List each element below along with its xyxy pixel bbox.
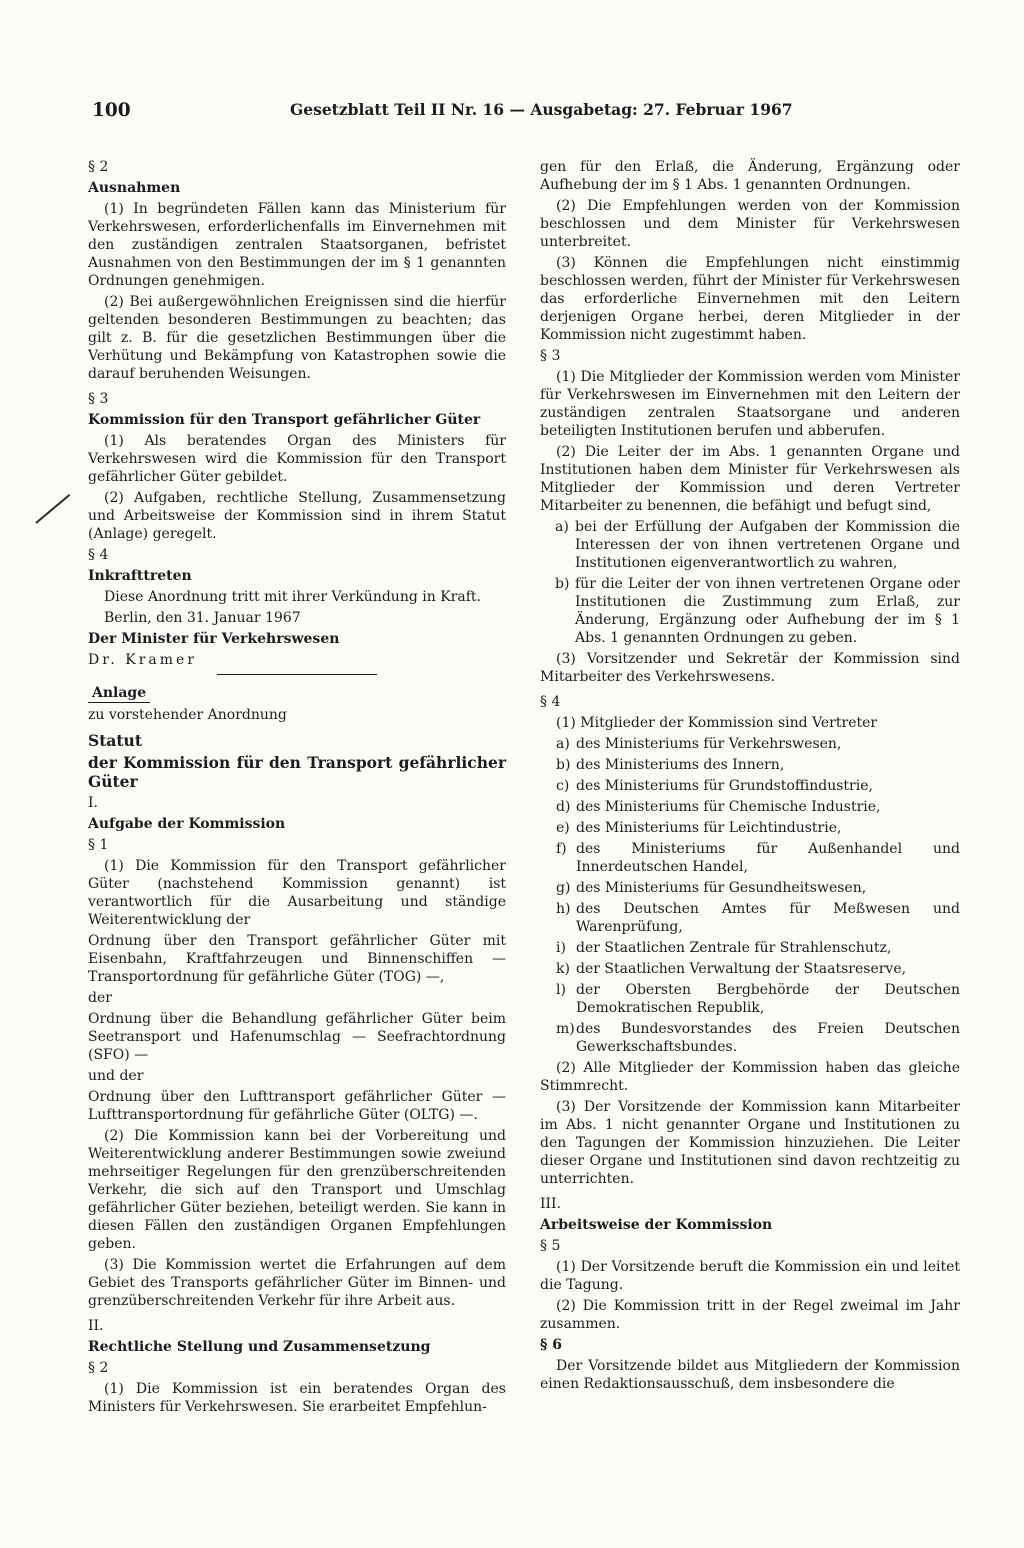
left-column <box>88 158 506 1419</box>
paragraph: (1) Die Kommission ist ein beratendes Organ des Ministers für Verkehrswesen. Sie erarbeitet Empfehlun- <box>88 1381 506 1415</box>
regulation-block: Ordnung über den Transport gefährlicher Güter mit Eisenbahn, Kraftfahrzeugen und Binnenschiffen — Transportordnung für gefährliche Güter (TOG) —, <box>88 933 506 985</box>
section-number: § 3 <box>540 348 561 364</box>
list-item <box>540 1020 960 1056</box>
page-header <box>92 100 793 124</box>
list-label: b) <box>555 576 570 592</box>
section-title: Inkrafttreten <box>88 568 192 584</box>
paragraph: Der Vorsitzende bildet aus Mitgliedern der Kommission einen Redaktionsausschuß, dem insbesondere die <box>540 1358 960 1392</box>
paragraph: Diese Anordnung tritt mit ihrer Verkündung in Kraft. <box>104 589 481 605</box>
paragraph: (2) Die Kommission tritt in der Regel zweimal im Jahr zusammen. <box>540 1298 960 1332</box>
list-text: der Obersten Bergbehörde der Deutschen Demokratischen Republik, <box>576 982 960 1016</box>
paragraph: (2) Die Kommission kann bei der Vorbereitung und Weiterentwicklung anderer Bestimmungen sowie zweiund mehrseitiger Regelungen für den grenzüberschreitenden Verkehr, die sich auf den Transport und Umschlag gefährlicher Güter beziehen, beteiligt werden. Sie kann in diesen Fällen den zuständigen Organen Empfehlungen geben. <box>88 1128 506 1252</box>
section-number: § 5 <box>540 1238 561 1254</box>
section-number: § 4 <box>540 694 561 710</box>
list-item <box>540 756 960 774</box>
connector-text: und der <box>88 1068 144 1084</box>
regulation-block: Ordnung über die Behandlung gefährlicher Güter beim Seetransport und Hafenumschlag — Seefrachtordnung (SFO) — <box>88 1011 506 1063</box>
header-title: Gesetzblatt Teil II Nr. 16 — Ausgabetag: 27. Februar 1967 <box>290 100 793 119</box>
margin-mark <box>35 494 70 524</box>
paragraph: (1) Der Vorsitzende beruft die Kommission ein und leitet die Tagung. <box>540 1259 960 1293</box>
section-number: § 2 <box>88 159 109 175</box>
paragraph: (1) Die Kommission für den Transport gefährlicher Güter (nachstehend Kommission genannt) ist verantwortlich für die Ausarbeitung und ständige Weiterentwicklung der <box>88 858 506 928</box>
paragraph: (2) Alle Mitglieder der Kommission haben das gleiche Stimmrecht. <box>540 1060 960 1094</box>
list-text: des Ministeriums für Außenhandel und Innerdeutschen Handel, <box>576 841 960 875</box>
list-text: der Staatlichen Zentrale für Strahlenschutz, <box>576 940 892 956</box>
section-number: § 4 <box>88 547 109 563</box>
list-label: e) <box>556 820 570 836</box>
anlage-heading: Anlage <box>88 684 150 703</box>
list-text: des Ministeriums für Leichtindustrie, <box>576 820 842 836</box>
list-label: c) <box>556 778 570 794</box>
regulation-block: Ordnung über den Lufttransport gefährlicher Güter — Lufttransportordnung für gefährliche Güter (OLTG) —. <box>88 1089 506 1123</box>
paragraph: (2) Bei außergewöhnlichen Ereignissen sind die hierfür geltenden besonderen Bestimmungen zu beachten; das gilt z. B. für die gesetzlichen Bestimmungen über die Verhütung und Bekämpfung von Katastrophen sowie die darauf beruhenden Weisungen. <box>88 294 506 382</box>
list-label: i) <box>556 940 566 956</box>
list-item <box>540 735 960 753</box>
part-number: II. <box>88 1318 104 1334</box>
list-text: des Ministeriums für Verkehrswesen, <box>576 736 842 752</box>
paragraph: (3) Die Kommission wertet die Erfahrungen auf dem Gebiet des Transports gefährlicher Güter im Binnen- und grenzüberschreitenden Verkehr für ihre Arbeit aus. <box>88 1257 506 1309</box>
member-list <box>540 735 960 1056</box>
list-label: b) <box>556 757 571 773</box>
list-text: des Ministeriums für Grundstoffindustrie, <box>576 778 873 794</box>
list-text: des Ministeriums für Gesundheitswesen, <box>576 880 867 896</box>
list-label: a) <box>556 736 570 752</box>
paragraph: gen für den Erlaß, die Änderung, Ergänzung oder Aufhebung der im § 1 Abs. 1 genannten Ordnungen. <box>540 159 960 193</box>
statute-title: der Kommission für den Transport gefährlicher Güter <box>88 753 506 791</box>
paragraph: (3) Können die Empfehlungen nicht einstimmig beschlossen werden, führt der Minister für Verkehrswesen das erforderliche Einvernehmen mit den Leitern derjenigen Organe herbei, deren Mitglieder in der Kommission nicht zugestimmt haben. <box>540 255 960 343</box>
list-text: der Staatlichen Verwaltung der Staatsreserve, <box>576 961 907 977</box>
list-text: des Ministeriums für Chemische Industrie, <box>576 799 881 815</box>
part-number: III. <box>540 1196 562 1212</box>
list-item <box>540 879 960 897</box>
list-label: d) <box>556 799 571 815</box>
list-label: h) <box>556 901 571 917</box>
part-title: Arbeitsweise der Kommission <box>540 1217 773 1233</box>
list-item <box>540 900 960 936</box>
section-title: Ausnahmen <box>88 180 181 196</box>
section-number: § 6 <box>540 1337 562 1353</box>
connector-text: der <box>88 990 112 1006</box>
paragraph: (3) Vorsitzender und Sekretär der Kommission sind Mitarbeiter des Verkehrswesens. <box>540 651 960 685</box>
paragraph: (1) Die Mitglieder der Kommission werden vom Minister für Verkehrswesen im Einvernehmen mit den Leitern der zuständigen zentralen Staatsorgane und anderen beteiligten Institutionen berufen und abberufen. <box>540 369 960 439</box>
paragraph: (2) Aufgaben, rechtliche Stellung, Zusammensetzung und Arbeitsweise der Kommission sind in ihrem Statut (Anlage) geregelt. <box>88 490 506 542</box>
signing-date: Berlin, den 31. Januar 1967 <box>104 610 301 626</box>
minister-title: Der Minister für Verkehrswesen <box>88 631 340 647</box>
section-title: Kommission für den Transport gefährlicher Güter <box>88 412 481 428</box>
list-item <box>540 819 960 837</box>
list-label: a) <box>555 519 569 535</box>
list-text: für die Leiter der von ihnen vertretenen Organe oder Institutionen die Zustimmung zum Erlaß, zur Änderung, Ergänzung oder Aufhebung der im § 1 Abs. 1 genannten Ordnungen zu geben. <box>575 576 960 646</box>
list-text: bei der Erfüllung der Aufgaben der Kommission die Interessen der von ihnen vertretenen Organe und Institutionen eigenverantwortlich zu wahren, <box>575 519 960 571</box>
list-label: g) <box>556 880 571 896</box>
paragraph: (3) Der Vorsitzende der Kommission kann Mitarbeiter im Abs. 1 nicht genannter Organe und Institutionen zu den Tagungen der Kommission hinzuziehen. Die Leiter dieser Organe und Institutionen sind davon rechtzeitig zu unterrichten. <box>540 1099 960 1187</box>
paragraph: (1) In begründeten Fällen kann das Ministerium für Verkehrswesen, erforderlichenfalls im Einvernehmen mit den zuständigen zentralen Staatsorganen, befristet Ausnahmen von den Bestimmungen der im § 1 genannten Ordnungen genehmigen. <box>88 201 506 289</box>
paragraph: (1) Als beratendes Organ des Ministers für Verkehrswesen wird die Kommission für den Transport gefährlicher Güter gebildet. <box>88 433 506 485</box>
signer-name: Dr. Kramer <box>88 652 198 668</box>
section-number: § 3 <box>88 391 109 407</box>
list-item <box>540 981 960 1017</box>
list-text: des Ministeriums des Innern, <box>576 757 785 773</box>
section-number: § 1 <box>88 837 109 853</box>
paragraph: (1) Mitglieder der Kommission sind Vertreter <box>556 715 878 731</box>
right-column <box>540 158 960 1396</box>
list-label: l) <box>556 982 566 998</box>
list-item <box>540 777 960 795</box>
part-number: I. <box>88 795 98 811</box>
section-number: § 2 <box>88 1360 109 1376</box>
part-title: Rechtliche Stellung und Zusammensetzung <box>88 1339 431 1355</box>
list-label: f) <box>556 841 567 857</box>
statute-heading: Statut <box>88 731 142 750</box>
list-text: des Deutschen Amtes für Meßwesen und Warenprüfung, <box>576 901 960 935</box>
list-item <box>540 840 960 876</box>
list-text: des Bundesvorstandes des Freien Deutschen Gewerkschaftsbundes. <box>576 1021 960 1055</box>
list-item <box>540 960 960 978</box>
list-item <box>540 939 960 957</box>
part-title: Aufgabe der Kommission <box>88 816 286 832</box>
page-number: 100 <box>92 100 131 121</box>
list-item <box>540 798 960 816</box>
divider <box>217 674 377 675</box>
list-item <box>540 518 960 572</box>
list-label: k) <box>556 961 570 977</box>
paragraph: (2) Die Leiter der im Abs. 1 genannten Organe und Institutionen haben dem Minister für Verkehrswesen als Mitglieder der Kommission und deren Vertreter Mitarbeiter zu benennen, die befähigt und befugt sind, <box>540 444 960 514</box>
anlage-subtitle: zu vorstehender Anordnung <box>88 707 287 723</box>
list-item <box>540 575 960 647</box>
paragraph: (2) Die Empfehlungen werden von der Kommission beschlossen und dem Minister für Verkehrswesen unterbreitet. <box>540 198 960 250</box>
list-label: m) <box>556 1021 575 1037</box>
